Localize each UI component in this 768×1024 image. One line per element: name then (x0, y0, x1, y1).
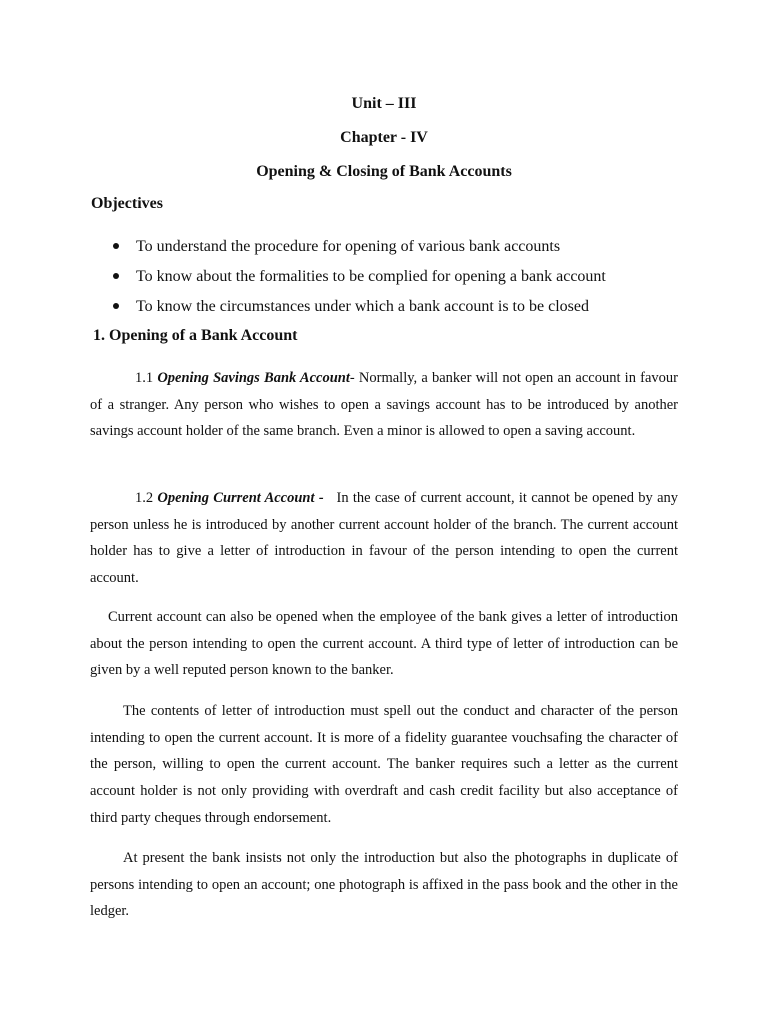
paragraph-photographs: At present the bank insists not only the introduction but also the photographs in duplicate of persons intending to open an account; one photograph is affixed in the pass book and the other in the ledger. (90, 850, 678, 920)
chapter-heading: Chapter - IV (340, 129, 428, 146)
paragraph-letter-contents: The contents of letter of introduction must spell out the conduct and character of the person intending to open the current account. It is more of a fidelity guarantee vouchsafing the character of the person, willing to open the current account. The banker requires such a letter as the current account holder is not only providing with overdraft and cash credit facility but also acceptance of third party cheques through endorsement. (90, 703, 678, 826)
clause-number: 1.1 (135, 370, 158, 386)
objective-text: To know about the formalities to be complied for opening a bank account (136, 268, 606, 285)
list-item (0, 265, 768, 295)
unit-heading: Unit – III (351, 95, 417, 112)
clause-text: - Normally, a banker will not open an account in favour of a stranger. Any person who wishes to open a savings account has to be introduced by another savings account holder of the same branch. Even a minor is allowed to open a saving account. (90, 370, 678, 440)
bullet-icon (113, 243, 119, 249)
clause-text: In the case of current account, it cannot be opened by any person unless he is introduced by another current account holder of the branch. The current account holder has to give a letter of introduction in favour of the person intending to open the current account. (90, 490, 682, 587)
objectives-heading: Objectives (91, 195, 163, 212)
page-title: Opening & Closing of Bank Accounts (256, 163, 512, 180)
bullet-icon (113, 303, 119, 309)
clause-term: Opening Savings Bank Account (157, 370, 350, 386)
list-item (0, 235, 768, 265)
clause-number: 1.2 (135, 490, 158, 506)
paragraph-employee-introduction: Current account can also be opened when the employee of the bank gives a letter of introduction about the person intending to open the current account. A third type of letter of introduction can be given by a well reputed person known to the banker. (90, 609, 678, 679)
paragraph-savings-account (90, 365, 678, 445)
bullet-icon (113, 273, 119, 279)
paragraph-current-account (90, 485, 682, 592)
clause-term: Opening Current Account - (157, 490, 324, 506)
objective-text: To know the circumstances under which a bank account is to be closed (136, 298, 589, 315)
section-heading: 1. Opening of a Bank Account (93, 327, 298, 344)
objective-text: To understand the procedure for opening of various bank accounts (136, 238, 561, 255)
list-item (0, 295, 768, 325)
objectives-list (0, 235, 768, 325)
